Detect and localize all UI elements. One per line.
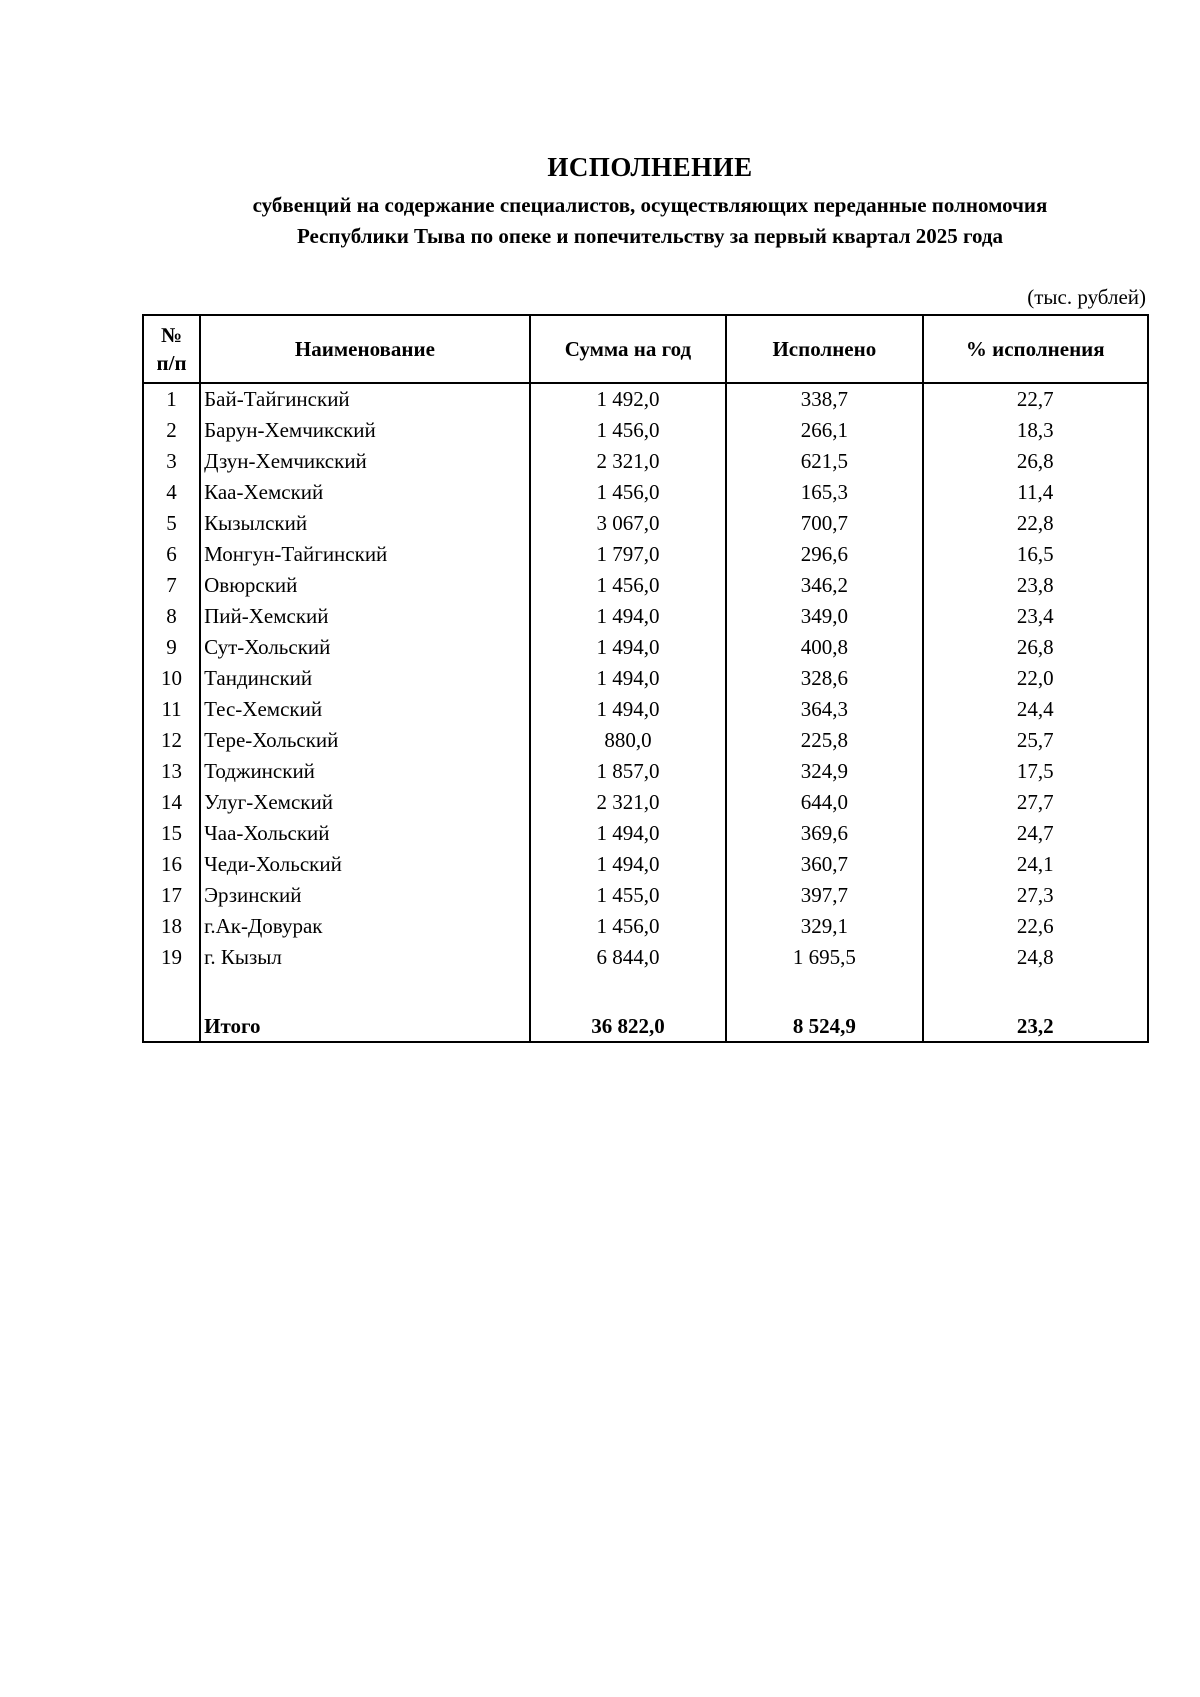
table-row [143, 446, 1148, 477]
row-name: Тоджинский [200, 756, 530, 787]
row-done: 266,1 [726, 415, 922, 446]
header-name: Наименование [200, 315, 530, 383]
row-sum: 2 321,0 [530, 787, 726, 818]
row-done: 700,7 [726, 508, 922, 539]
row-done: 349,0 [726, 601, 922, 632]
row-name: Дзун-Хемчикский [200, 446, 530, 477]
table-row [143, 539, 1148, 570]
row-name: Эрзинский [200, 880, 530, 911]
row-pct: 22,6 [923, 911, 1148, 942]
row-number: 19 [143, 942, 200, 973]
table-row [143, 756, 1148, 787]
row-number: 9 [143, 632, 200, 663]
table-header-row [143, 315, 1148, 383]
row-sum: 1 456,0 [530, 570, 726, 601]
row-pct: 26,8 [923, 446, 1148, 477]
total-done: 8 524,9 [726, 1005, 922, 1042]
row-pct: 16,5 [923, 539, 1148, 570]
row-pct: 26,8 [923, 632, 1148, 663]
row-done: 397,7 [726, 880, 922, 911]
row-number: 17 [143, 880, 200, 911]
table-row [143, 725, 1148, 756]
row-number: 1 [143, 383, 200, 415]
row-done: 644,0 [726, 787, 922, 818]
table-row [143, 383, 1148, 415]
row-pct: 17,5 [923, 756, 1148, 787]
row-done: 225,8 [726, 725, 922, 756]
row-name: Улуг-Хемский [200, 787, 530, 818]
row-pct: 24,8 [923, 942, 1148, 973]
table-row [143, 787, 1148, 818]
row-sum: 1 857,0 [530, 756, 726, 787]
row-number: 2 [143, 415, 200, 446]
row-done: 360,7 [726, 849, 922, 880]
total-row [143, 1005, 1148, 1042]
row-done: 621,5 [726, 446, 922, 477]
table-row [143, 508, 1148, 539]
row-sum: 1 494,0 [530, 632, 726, 663]
total-pct: 23,2 [923, 1005, 1148, 1042]
row-number: 15 [143, 818, 200, 849]
row-pct: 22,0 [923, 663, 1148, 694]
row-name: Тес-Хемский [200, 694, 530, 725]
row-pct: 25,7 [923, 725, 1148, 756]
row-done: 1 695,5 [726, 942, 922, 973]
total-sum: 36 822,0 [530, 1005, 726, 1042]
row-done: 328,6 [726, 663, 922, 694]
table-row [143, 849, 1148, 880]
row-sum: 1 797,0 [530, 539, 726, 570]
row-done: 329,1 [726, 911, 922, 942]
row-pct: 24,7 [923, 818, 1148, 849]
total-number-cell [143, 1005, 200, 1042]
row-name: Сут-Хольский [200, 632, 530, 663]
row-pct: 24,1 [923, 849, 1148, 880]
table-row [143, 477, 1148, 508]
row-name: Тере-Хольский [200, 725, 530, 756]
row-number: 14 [143, 787, 200, 818]
units-note: (тыс. рублей) [1027, 285, 1146, 309]
header-pct: % исполнения [923, 315, 1148, 383]
row-pct: 23,4 [923, 601, 1148, 632]
table-row [143, 880, 1148, 911]
document-title: ИСПОЛНЕНИЕ [547, 152, 753, 182]
row-done: 296,6 [726, 539, 922, 570]
row-number: 10 [143, 663, 200, 694]
header-number-line2: п/п [156, 351, 187, 375]
header-number-line1: № [161, 323, 183, 347]
row-number: 18 [143, 911, 200, 942]
row-number: 6 [143, 539, 200, 570]
spacer-row [143, 973, 1148, 1005]
row-number: 12 [143, 725, 200, 756]
row-name: Чеди-Хольский [200, 849, 530, 880]
execution-table [142, 314, 1149, 1043]
row-sum: 1 456,0 [530, 477, 726, 508]
row-name: Монгун-Тайгинский [200, 539, 530, 570]
row-sum: 1 456,0 [530, 415, 726, 446]
table-row [143, 818, 1148, 849]
row-name: г. Кызыл [200, 942, 530, 973]
row-number: 8 [143, 601, 200, 632]
row-sum: 3 067,0 [530, 508, 726, 539]
table-row [143, 601, 1148, 632]
row-sum: 1 456,0 [530, 911, 726, 942]
document-subtitle-line2: Республики Тыва по опеке и попечительству за первый квартал 2025 года [296, 224, 1004, 248]
header-sum: Сумма на год [530, 315, 726, 383]
row-pct: 18,3 [923, 415, 1148, 446]
header-number [143, 315, 200, 383]
table-row [143, 911, 1148, 942]
document-subtitle-line1: субвенций на содержание специалистов, осуществляющих переданные полномочия [252, 193, 1048, 217]
row-name: Тандинский [200, 663, 530, 694]
row-name: Барун-Хемчикский [200, 415, 530, 446]
row-done: 165,3 [726, 477, 922, 508]
row-pct: 22,8 [923, 508, 1148, 539]
row-sum: 1 455,0 [530, 880, 726, 911]
row-number: 4 [143, 477, 200, 508]
row-pct: 22,7 [923, 383, 1148, 415]
row-number: 16 [143, 849, 200, 880]
row-sum: 2 321,0 [530, 446, 726, 477]
row-number: 5 [143, 508, 200, 539]
row-sum: 880,0 [530, 725, 726, 756]
row-done: 338,7 [726, 383, 922, 415]
row-done: 369,6 [726, 818, 922, 849]
row-number: 7 [143, 570, 200, 601]
row-done: 364,3 [726, 694, 922, 725]
row-done: 400,8 [726, 632, 922, 663]
row-number: 3 [143, 446, 200, 477]
row-pct: 23,8 [923, 570, 1148, 601]
table-row [143, 415, 1148, 446]
row-done: 346,2 [726, 570, 922, 601]
row-name: Пий-Хемский [200, 601, 530, 632]
table-row [143, 663, 1148, 694]
row-name: Овюрский [200, 570, 530, 601]
row-pct: 27,7 [923, 787, 1148, 818]
row-name: Бай-Тайгинский [200, 383, 530, 415]
row-sum: 1 494,0 [530, 663, 726, 694]
row-sum: 6 844,0 [530, 942, 726, 973]
row-sum: 1 492,0 [530, 383, 726, 415]
row-done: 324,9 [726, 756, 922, 787]
table-row [143, 570, 1148, 601]
row-pct: 24,4 [923, 694, 1148, 725]
row-sum: 1 494,0 [530, 849, 726, 880]
table-row [143, 632, 1148, 663]
table-row [143, 942, 1148, 973]
total-label: Итого [200, 1005, 530, 1042]
row-sum: 1 494,0 [530, 818, 726, 849]
row-number: 13 [143, 756, 200, 787]
row-sum: 1 494,0 [530, 601, 726, 632]
row-name: Каа-Хемский [200, 477, 530, 508]
row-name: Кызылский [200, 508, 530, 539]
header-done: Исполнено [726, 315, 922, 383]
row-sum: 1 494,0 [530, 694, 726, 725]
row-pct: 11,4 [923, 477, 1148, 508]
row-name: Чаа-Хольский [200, 818, 530, 849]
table-body [143, 383, 1148, 1042]
row-number: 11 [143, 694, 200, 725]
table-row [143, 694, 1148, 725]
row-name: г.Ак-Довурак [200, 911, 530, 942]
row-pct: 27,3 [923, 880, 1148, 911]
